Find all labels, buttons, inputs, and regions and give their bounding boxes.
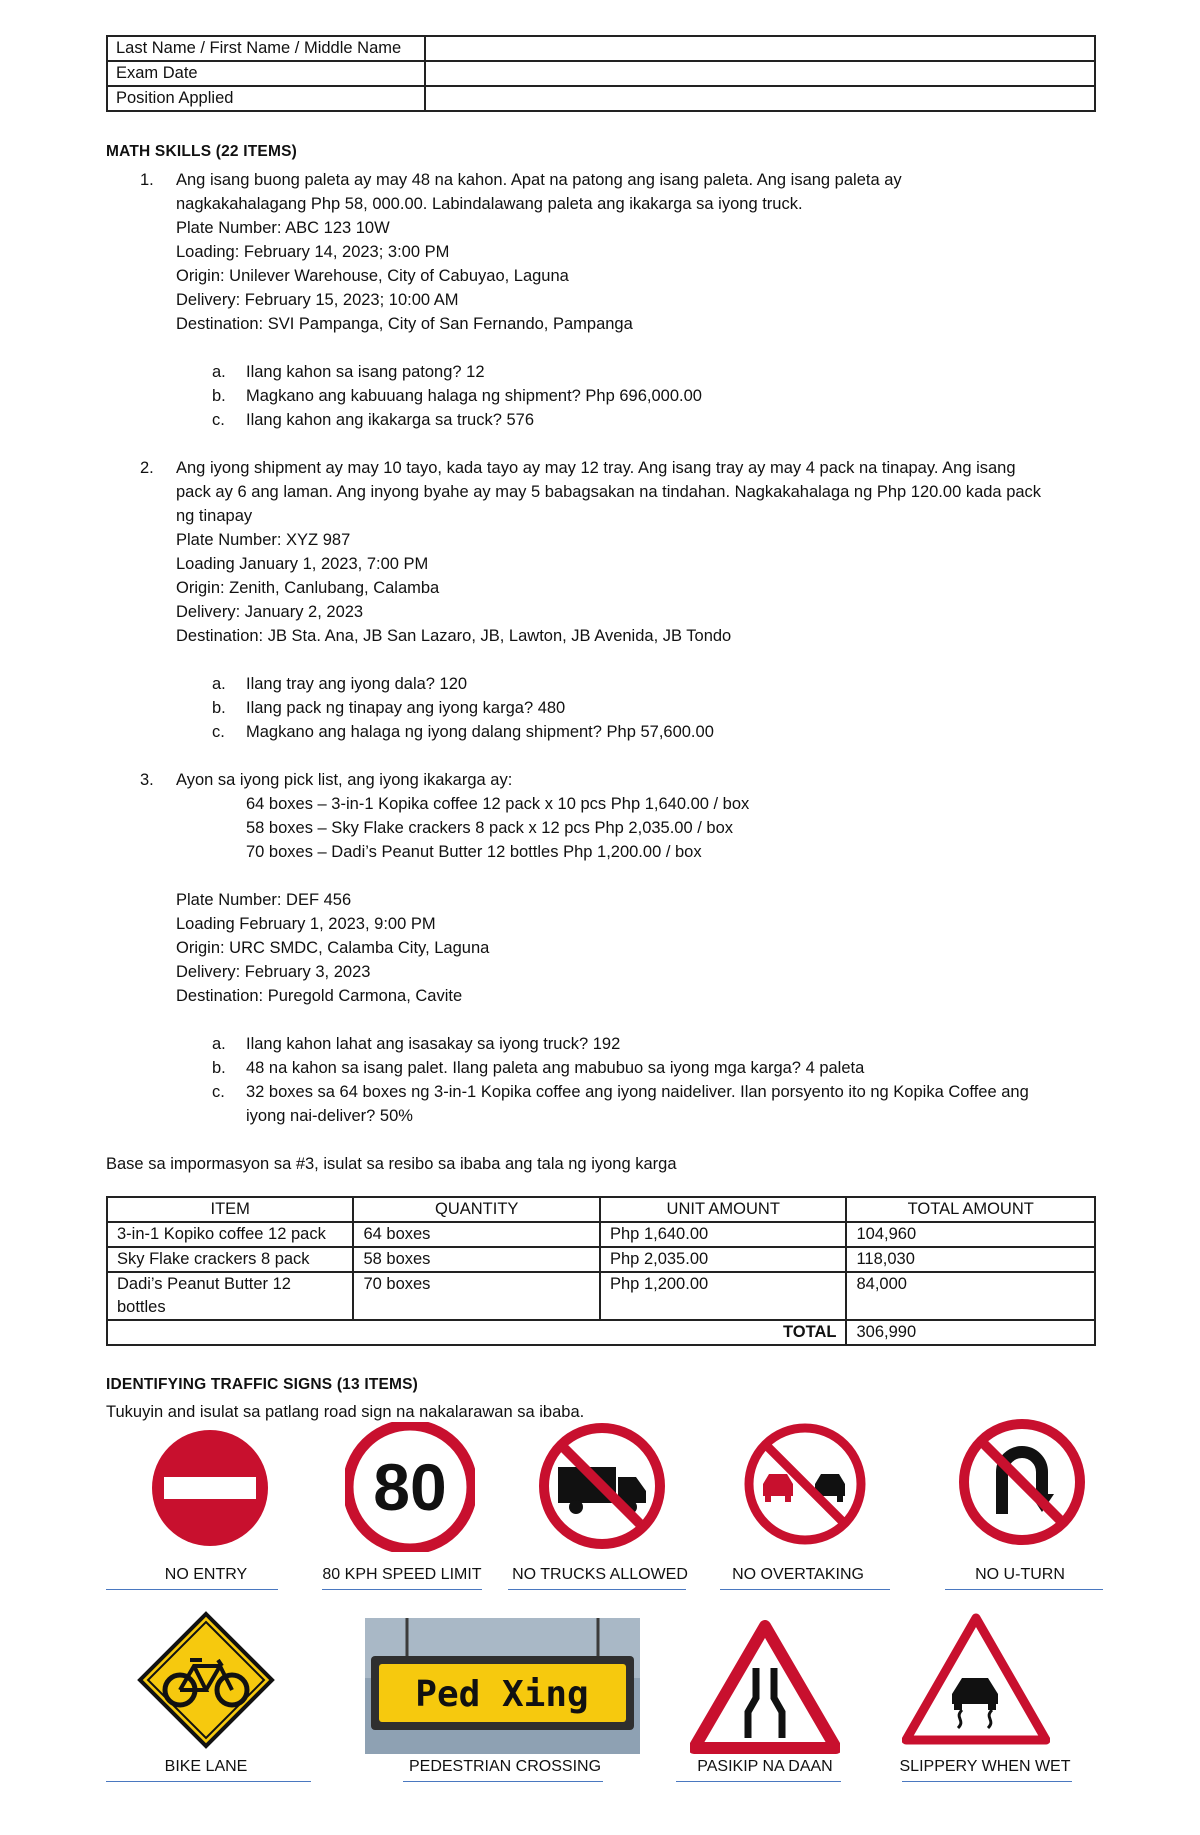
total-amount-cell: 104,960	[846, 1222, 1095, 1247]
answer-blank-line	[676, 1781, 841, 1782]
table-row	[107, 1247, 1095, 1272]
q3-intro: Ayon sa iyong pick list, ang iyong ikakarga ay:	[176, 771, 513, 789]
q1-delivery: Delivery: February 15, 2023; 10:00 AM	[176, 291, 459, 309]
exam-date-label: Exam Date	[107, 61, 425, 86]
q3-sub-letter: a.	[212, 1035, 226, 1053]
no-trucks-sign-icon	[538, 1422, 666, 1550]
table-row	[107, 1222, 1095, 1247]
ped-xing-sign-icon	[365, 1618, 640, 1754]
q3-picklist-item: 70 boxes – Dadi’s Peanut Butter 12 bottles Php 1,200.00 / box	[246, 843, 702, 861]
q3-loading: Loading February 1, 2023, 9:00 PM	[176, 915, 436, 933]
answer-blank-line	[720, 1589, 890, 1590]
col-header-total-amount: TOTAL AMOUNT	[846, 1197, 1095, 1222]
no-overtaking-sign-icon	[743, 1422, 867, 1546]
q2-plate: Plate Number: XYZ 987	[176, 531, 351, 549]
q1-plate: Plate Number: ABC 123 10W	[176, 219, 390, 237]
sign-answer-road-narrows: PASIKIP NA DAAN	[697, 1758, 833, 1775]
q2-line: ng tinapay	[176, 507, 253, 525]
sign-answer-no-overtaking: NO OVERTAKING	[732, 1566, 864, 1583]
bike-lane-sign-icon	[136, 1610, 276, 1750]
table-row	[107, 1272, 1095, 1320]
q2-sub-answer: Magkano ang halaga ng iyong dalang shipment? Php 57,600.00	[246, 723, 714, 741]
q3-sub-letter: c.	[212, 1083, 225, 1101]
answer-blank-line	[508, 1589, 686, 1590]
total-row	[107, 1320, 1095, 1345]
exam-date-field[interactable]	[425, 61, 1095, 86]
q3-picklist-item: 58 boxes – Sky Flake crackers 8 pack x 12 pcs Php 2,035.00 / box	[246, 819, 734, 837]
table-row	[107, 61, 1095, 86]
position-label: Position Applied	[107, 86, 425, 111]
total-label: TOTAL	[107, 1320, 846, 1345]
answer-blank-line	[902, 1781, 1072, 1782]
q1-sub-answer: Ilang kahon ang ikakarga sa truck? 576	[246, 411, 535, 429]
q3-sub-answer: 32 boxes sa 64 boxes ng 3-in-1 Kopika coffee ang iyong naideliver. Ilan porsyento ito ng Kopika Coffee ang	[246, 1083, 1029, 1101]
col-header-quantity: QUANTITY	[353, 1197, 600, 1222]
q2-delivery: Delivery: January 2, 2023	[176, 603, 364, 621]
q1-sub-answer: Magkano ang kabuuang halaga ng shipment? Php 696,000.00	[246, 387, 702, 405]
no-entry-sign-icon	[150, 1428, 270, 1548]
unit-amount-cell: Php 1,200.00	[600, 1272, 846, 1320]
q2-sub-letter: c.	[212, 723, 225, 741]
answer-blank-line	[945, 1589, 1103, 1590]
q1-line: nagkakahalagang Php 58, 000.00. Labindalawang paleta ang ikakarga sa iyong truck.	[176, 195, 803, 213]
math-section-title: MATH SKILLS (22 ITEMS)	[106, 143, 297, 160]
q2-sub-answer: Ilang tray ang iyong dala? 120	[246, 675, 468, 693]
name-label: Last Name / First Name / Middle Name	[107, 36, 425, 61]
q2-origin: Origin: Zenith, Canlubang, Calamba	[176, 579, 440, 597]
traffic-section-title: IDENTIFYING TRAFFIC SIGNS (13 ITEMS)	[106, 1376, 419, 1393]
q1-sub-letter: a.	[212, 363, 226, 381]
quantity-cell: 70 boxes	[353, 1272, 600, 1320]
q3-origin: Origin: URC SMDC, Calamba City, Laguna	[176, 939, 490, 957]
item-cell: 3-in-1 Kopiko coffee 12 pack	[107, 1222, 353, 1247]
q3-number: 3.	[140, 771, 154, 789]
sign-answer-slippery: SLIPPERY WHEN WET	[899, 1758, 1071, 1775]
table-header-row	[107, 1197, 1095, 1222]
applicant-info-table	[106, 35, 1096, 112]
sign-answer-speed-limit: 80 KPH SPEED LIMIT	[322, 1566, 482, 1583]
receipt-table	[106, 1196, 1096, 1346]
q3-sub-answer-cont: iyong nai-deliver? 50%	[246, 1107, 413, 1125]
total-value: 306,990	[846, 1320, 1095, 1345]
col-header-item: ITEM	[107, 1197, 353, 1222]
ped-xing-text: Ped Xing	[415, 1674, 589, 1715]
answer-blank-line	[106, 1589, 278, 1590]
sign-answer-no-u-turn: NO U-TURN	[975, 1566, 1065, 1583]
q1-sub-answer: Ilang kahon sa isang patong? 12	[246, 363, 485, 381]
sign-answer-bike-lane: BIKE LANE	[164, 1758, 248, 1775]
q3-sub-answer: Ilang kahon lahat ang isasakay sa iyong truck? 192	[246, 1035, 621, 1053]
slippery-road-sign-icon	[902, 1612, 1050, 1748]
sign-answer-pedestrian-crossing: PEDESTRIAN CROSSING	[408, 1758, 602, 1775]
unit-amount-cell: Php 2,035.00	[600, 1247, 846, 1272]
table-row	[107, 86, 1095, 111]
item-cell: Dadi’s Peanut Butter 12 bottles	[107, 1272, 353, 1320]
answer-blank-line	[403, 1781, 603, 1782]
total-amount-cell: 118,030	[846, 1247, 1095, 1272]
q2-sub-letter: b.	[212, 699, 226, 717]
q3-picklist-item: 64 boxes – 3-in-1 Kopika coffee 12 pack x 10 pcs Php 1,640.00 / box	[246, 795, 750, 813]
sign-answer-no-entry: NO ENTRY	[164, 1566, 248, 1583]
q1-sub-letter: c.	[212, 411, 225, 429]
q2-loading: Loading January 1, 2023, 7:00 PM	[176, 555, 429, 573]
item-cell: Sky Flake crackers 8 pack	[107, 1247, 353, 1272]
q3-sub-letter: b.	[212, 1059, 226, 1077]
answer-blank-line	[106, 1781, 311, 1782]
no-u-turn-sign-icon	[958, 1418, 1086, 1546]
answer-blank-line	[322, 1589, 482, 1590]
q1-destination: Destination: SVI Pampanga, City of San Fernando, Pampanga	[176, 315, 633, 333]
position-field[interactable]	[425, 86, 1095, 111]
col-header-unit-amount: UNIT AMOUNT	[600, 1197, 846, 1222]
q2-sub-letter: a.	[212, 675, 226, 693]
sign-answer-no-trucks: NO TRUCKS ALLOWED	[512, 1566, 688, 1583]
table-row	[107, 36, 1095, 61]
q3-sub-answer: 48 na kahon sa isang palet. Ilang paleta ang mabubuo sa iyong mga karga? 4 paleta	[246, 1059, 865, 1077]
q2-line: Ang iyong shipment ay may 10 tayo, kada tayo ay may 12 tray. Ang isang tray ay may 4 pack na tinapay. Ang isang	[176, 459, 1016, 477]
q3-plate: Plate Number: DEF 456	[176, 891, 352, 909]
q1-line: Ang isang buong paleta ay may 48 na kahon. Apat na patong ang isang paleta. Ang isang paleta ay	[176, 171, 902, 189]
q2-destination: Destination: JB Sta. Ana, JB San Lazaro, JB, Lawton, JB Avenida, JB Tondo	[176, 627, 732, 645]
unit-amount-cell: Php 1,640.00	[600, 1222, 846, 1247]
receipt-instruction: Base sa impormasyon sa #3, isulat sa resibo sa ibaba ang tala ng iyong karga	[106, 1155, 677, 1173]
q1-number: 1.	[140, 171, 154, 189]
speed-limit-value: 80	[373, 1450, 447, 1524]
q2-number: 2.	[140, 459, 154, 477]
road-narrows-sign-icon	[690, 1620, 840, 1754]
q1-origin: Origin: Unilever Warehouse, City of Cabuyao, Laguna	[176, 267, 569, 285]
q3-delivery: Delivery: February 3, 2023	[176, 963, 371, 981]
quantity-cell: 58 boxes	[353, 1247, 600, 1272]
traffic-instruction: Tukuyin and isulat sa patlang road sign na nakalarawan sa ibaba.	[106, 1403, 585, 1421]
q3-destination: Destination: Puregold Carmona, Cavite	[176, 987, 463, 1005]
q2-line: pack ay 6 ang laman. Ang inyong byahe ay may 5 babagsakan na tindahan. Nagkakahalaga ng Php 120.00 kada pack	[176, 483, 1042, 501]
name-field[interactable]	[425, 36, 1095, 61]
speed-limit-80-sign-icon	[345, 1422, 475, 1552]
q1-loading: Loading: February 14, 2023; 3:00 PM	[176, 243, 450, 261]
q2-sub-answer: Ilang pack ng tinapay ang iyong karga? 480	[246, 699, 566, 717]
q1-sub-letter: b.	[212, 387, 226, 405]
quantity-cell: 64 boxes	[353, 1222, 600, 1247]
total-amount-cell: 84,000	[846, 1272, 1095, 1320]
